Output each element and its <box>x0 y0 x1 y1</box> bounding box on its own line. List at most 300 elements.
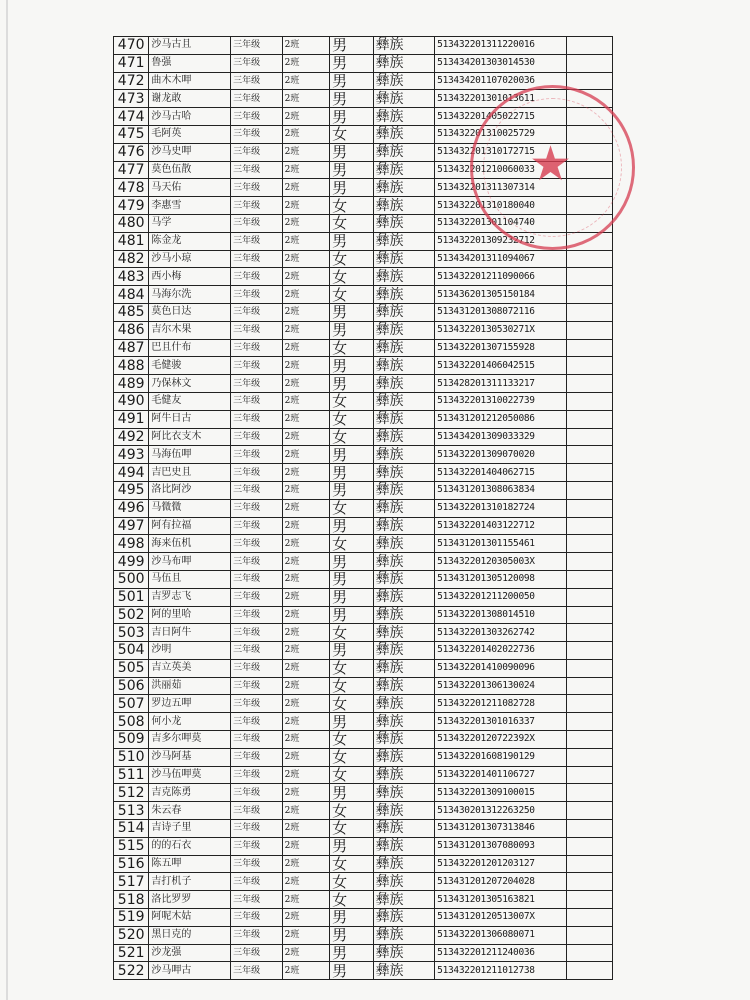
gender-cell: 女 <box>330 250 373 268</box>
ethnicity-cell: 彝族 <box>373 499 435 517</box>
gender-cell: 男 <box>330 784 373 802</box>
table-row <box>114 695 613 713</box>
gender-cell: 男 <box>330 944 373 962</box>
row-number: 492 <box>114 428 149 446</box>
gender-cell: 男 <box>330 642 373 660</box>
class-cell: 2班 <box>282 944 329 962</box>
class-cell: 2班 <box>282 197 329 215</box>
blank-cell <box>567 161 613 179</box>
blank-cell <box>567 375 613 393</box>
row-number: 514 <box>114 820 149 838</box>
ethnicity-cell: 彝族 <box>373 695 435 713</box>
blank-cell <box>567 944 613 962</box>
grade-cell: 三年级 <box>231 713 283 731</box>
id-number-cell: 513431201308063834 <box>435 481 567 499</box>
row-number: 482 <box>114 250 149 268</box>
table-row <box>114 731 613 749</box>
gender-cell: 男 <box>330 37 373 55</box>
ethnicity-cell: 彝族 <box>373 766 435 784</box>
row-number: 478 <box>114 179 149 197</box>
table-row <box>114 108 613 126</box>
class-cell: 2班 <box>282 695 329 713</box>
ethnicity-cell: 彝族 <box>373 125 435 143</box>
row-number: 499 <box>114 553 149 571</box>
grade-cell: 三年级 <box>231 944 283 962</box>
student-name: 毛阿英 <box>149 125 231 143</box>
grade-cell: 三年级 <box>231 428 283 446</box>
student-name: 曲木木呷 <box>149 72 231 90</box>
ethnicity-cell: 彝族 <box>373 250 435 268</box>
table-row <box>114 161 613 179</box>
class-cell: 2班 <box>282 891 329 909</box>
row-number: 501 <box>114 588 149 606</box>
scan-edge <box>6 0 8 1000</box>
grade-cell: 三年级 <box>231 268 283 286</box>
grade-cell: 三年级 <box>231 695 283 713</box>
blank-cell <box>567 891 613 909</box>
ethnicity-cell: 彝族 <box>373 517 435 535</box>
student-name: 吉罗志飞 <box>149 588 231 606</box>
id-number-cell: 513432201404062715 <box>435 464 567 482</box>
gender-cell: 女 <box>330 695 373 713</box>
row-number: 486 <box>114 321 149 339</box>
blank-cell <box>567 713 613 731</box>
ethnicity-cell: 彝族 <box>373 161 435 179</box>
blank-cell <box>567 90 613 108</box>
blank-cell <box>567 535 613 553</box>
blank-cell <box>567 570 613 588</box>
id-number-cell: 513432201211240036 <box>435 944 567 962</box>
blank-cell <box>567 286 613 304</box>
ethnicity-cell: 彝族 <box>373 642 435 660</box>
grade-cell: 三年级 <box>231 588 283 606</box>
id-number-cell: 513432201306080071 <box>435 926 567 944</box>
ethnicity-cell: 彝族 <box>373 72 435 90</box>
student-name: 莫色伍散 <box>149 161 231 179</box>
table-row <box>114 446 613 464</box>
ethnicity-cell: 彝族 <box>373 588 435 606</box>
grade-cell: 三年级 <box>231 624 283 642</box>
row-number: 522 <box>114 962 149 980</box>
blank-cell <box>567 748 613 766</box>
table-row <box>114 339 613 357</box>
ethnicity-cell: 彝族 <box>373 464 435 482</box>
ethnicity-cell: 彝族 <box>373 179 435 197</box>
blank-cell <box>567 659 613 677</box>
gender-cell: 男 <box>330 517 373 535</box>
ethnicity-cell: 彝族 <box>373 962 435 980</box>
id-number-cell: 513432201301013611 <box>435 90 567 108</box>
gender-cell: 女 <box>330 624 373 642</box>
blank-cell <box>567 766 613 784</box>
grade-cell: 三年级 <box>231 481 283 499</box>
class-cell: 2班 <box>282 873 329 891</box>
blank-cell <box>567 179 613 197</box>
student-name: 吉打机子 <box>149 873 231 891</box>
grade-cell: 三年级 <box>231 820 283 838</box>
id-number-cell: 513431201207204028 <box>435 873 567 891</box>
gender-cell: 女 <box>330 535 373 553</box>
table-row <box>114 143 613 161</box>
table-row <box>114 642 613 660</box>
student-name: 沙马伍呷莫 <box>149 766 231 784</box>
class-cell: 2班 <box>282 606 329 624</box>
ethnicity-cell: 彝族 <box>373 944 435 962</box>
class-cell: 2班 <box>282 321 329 339</box>
id-number-cell: 513432201308014510 <box>435 606 567 624</box>
grade-cell: 三年级 <box>231 909 283 927</box>
blank-cell <box>567 108 613 126</box>
row-number: 489 <box>114 375 149 393</box>
table-row <box>114 891 613 909</box>
id-number-cell: 513431201301155461 <box>435 535 567 553</box>
gender-cell: 女 <box>330 891 373 909</box>
class-cell: 2班 <box>282 535 329 553</box>
row-number: 475 <box>114 125 149 143</box>
grade-cell: 三年级 <box>231 321 283 339</box>
id-number-cell: 513428201311133217 <box>435 375 567 393</box>
blank-cell <box>567 303 613 321</box>
row-number: 511 <box>114 766 149 784</box>
grade-cell: 三年级 <box>231 108 283 126</box>
class-cell: 2班 <box>282 748 329 766</box>
blank-cell <box>567 197 613 215</box>
class-cell: 2班 <box>282 731 329 749</box>
id-number-cell: 51343220130530271X <box>435 321 567 339</box>
row-number: 473 <box>114 90 149 108</box>
class-cell: 2班 <box>282 962 329 980</box>
blank-cell <box>567 909 613 927</box>
table-row <box>114 713 613 731</box>
blank-cell <box>567 428 613 446</box>
ethnicity-cell: 彝族 <box>373 339 435 357</box>
ethnicity-cell: 彝族 <box>373 748 435 766</box>
student-name: 沙马古且 <box>149 37 231 55</box>
class-cell: 2班 <box>282 713 329 731</box>
blank-cell <box>567 553 613 571</box>
grade-cell: 三年级 <box>231 926 283 944</box>
table-row <box>114 766 613 784</box>
blank-cell <box>567 499 613 517</box>
grade-cell: 三年级 <box>231 286 283 304</box>
row-number: 506 <box>114 677 149 695</box>
row-number: 472 <box>114 72 149 90</box>
class-cell: 2班 <box>282 926 329 944</box>
grade-cell: 三年级 <box>231 375 283 393</box>
blank-cell <box>567 802 613 820</box>
gender-cell: 女 <box>330 125 373 143</box>
grade-cell: 三年级 <box>231 464 283 482</box>
class-cell: 2班 <box>282 250 329 268</box>
row-number: 490 <box>114 392 149 410</box>
student-name: 陈金龙 <box>149 232 231 250</box>
class-cell: 2班 <box>282 339 329 357</box>
student-name: 沙龙强 <box>149 944 231 962</box>
table-row <box>114 410 613 428</box>
student-name: 吉日阿牛 <box>149 624 231 642</box>
id-number-cell: 513432201307155928 <box>435 339 567 357</box>
grade-cell: 三年级 <box>231 642 283 660</box>
grade-cell: 三年级 <box>231 535 283 553</box>
table-row <box>114 517 613 535</box>
class-cell: 2班 <box>282 909 329 927</box>
row-number: 505 <box>114 659 149 677</box>
row-number: 474 <box>114 108 149 126</box>
gender-cell: 女 <box>330 286 373 304</box>
class-cell: 2班 <box>282 286 329 304</box>
id-number-cell: 513431201307080093 <box>435 837 567 855</box>
blank-cell <box>567 410 613 428</box>
id-number-cell: 513432201301104740 <box>435 214 567 232</box>
ethnicity-cell: 彝族 <box>373 446 435 464</box>
blank-cell <box>567 962 613 980</box>
row-number: 518 <box>114 891 149 909</box>
id-number-cell: 513432201405022715 <box>435 108 567 126</box>
gender-cell: 男 <box>330 232 373 250</box>
id-number-cell: 513432201309070020 <box>435 446 567 464</box>
id-number-cell: 513432201310182724 <box>435 499 567 517</box>
row-number: 485 <box>114 303 149 321</box>
grade-cell: 三年级 <box>231 766 283 784</box>
id-number-cell: 513432201301016337 <box>435 713 567 731</box>
student-name: 李惠雪 <box>149 197 231 215</box>
row-number: 519 <box>114 909 149 927</box>
id-number-cell: 513432201403122712 <box>435 517 567 535</box>
table-row <box>114 268 613 286</box>
grade-cell: 三年级 <box>231 90 283 108</box>
ethnicity-cell: 彝族 <box>373 357 435 375</box>
class-cell: 2班 <box>282 54 329 72</box>
table-row <box>114 926 613 944</box>
grade-cell: 三年级 <box>231 802 283 820</box>
student-name: 陈五呷 <box>149 855 231 873</box>
class-cell: 2班 <box>282 784 329 802</box>
id-number-cell: 513432201406042515 <box>435 357 567 375</box>
class-cell: 2班 <box>282 837 329 855</box>
student-name: 吉巴史且 <box>149 464 231 482</box>
blank-cell <box>567 873 613 891</box>
grade-cell: 三年级 <box>231 357 283 375</box>
class-cell: 2班 <box>282 499 329 517</box>
grade-cell: 三年级 <box>231 748 283 766</box>
row-number: 513 <box>114 802 149 820</box>
table-row <box>114 197 613 215</box>
ethnicity-cell: 彝族 <box>373 286 435 304</box>
gender-cell: 男 <box>330 161 373 179</box>
id-number-cell: 513431201305120098 <box>435 570 567 588</box>
table-row <box>114 570 613 588</box>
table-row <box>114 588 613 606</box>
gender-cell: 男 <box>330 108 373 126</box>
id-number-cell: 513432201310172715 <box>435 143 567 161</box>
gender-cell: 女 <box>330 748 373 766</box>
student-name: 鲁强 <box>149 54 231 72</box>
blank-cell <box>567 37 613 55</box>
id-number-cell: 513434201107020036 <box>435 72 567 90</box>
table-row <box>114 748 613 766</box>
id-number-cell: 513432201309232712 <box>435 232 567 250</box>
seal-star-icon: ★ <box>529 136 573 192</box>
class-cell: 2班 <box>282 659 329 677</box>
ethnicity-cell: 彝族 <box>373 624 435 642</box>
ethnicity-cell: 彝族 <box>373 481 435 499</box>
row-number: 483 <box>114 268 149 286</box>
row-number: 498 <box>114 535 149 553</box>
gender-cell: 男 <box>330 375 373 393</box>
ethnicity-cell: 彝族 <box>373 143 435 161</box>
student-name: 吉克陈勇 <box>149 784 231 802</box>
blank-cell <box>567 357 613 375</box>
table-row <box>114 481 613 499</box>
table-row <box>114 659 613 677</box>
table-row <box>114 72 613 90</box>
grade-cell: 三年级 <box>231 143 283 161</box>
student-name: 吉立英美 <box>149 659 231 677</box>
grade-cell: 三年级 <box>231 873 283 891</box>
grade-cell: 三年级 <box>231 410 283 428</box>
row-number: 504 <box>114 642 149 660</box>
id-number-cell: 513431201308072116 <box>435 303 567 321</box>
id-number-cell: 513432201402022736 <box>435 642 567 660</box>
row-number: 496 <box>114 499 149 517</box>
id-number-cell: 513432201211090066 <box>435 268 567 286</box>
grade-cell: 三年级 <box>231 37 283 55</box>
row-number: 488 <box>114 357 149 375</box>
ethnicity-cell: 彝族 <box>373 410 435 428</box>
grade-cell: 三年级 <box>231 392 283 410</box>
blank-cell <box>567 837 613 855</box>
student-name: 马微微 <box>149 499 231 517</box>
row-number: 515 <box>114 837 149 855</box>
gender-cell: 男 <box>330 321 373 339</box>
grade-cell: 三年级 <box>231 250 283 268</box>
blank-cell <box>567 820 613 838</box>
roster-body <box>114 37 613 980</box>
gender-cell: 女 <box>330 410 373 428</box>
grade-cell: 三年级 <box>231 606 283 624</box>
blank-cell <box>567 677 613 695</box>
student-name: 阿的里哈 <box>149 606 231 624</box>
gender-cell: 男 <box>330 837 373 855</box>
ethnicity-cell: 彝族 <box>373 232 435 250</box>
row-number: 521 <box>114 944 149 962</box>
id-number-cell: 513434201303014530 <box>435 54 567 72</box>
table-row <box>114 464 613 482</box>
blank-cell <box>567 143 613 161</box>
row-number: 502 <box>114 606 149 624</box>
table-row <box>114 321 613 339</box>
student-name: 马伍且 <box>149 570 231 588</box>
student-name: 沙马呷古 <box>149 962 231 980</box>
class-cell: 2班 <box>282 820 329 838</box>
row-number: 497 <box>114 517 149 535</box>
table-row <box>114 962 613 980</box>
row-number: 491 <box>114 410 149 428</box>
gender-cell: 女 <box>330 802 373 820</box>
row-number: 471 <box>114 54 149 72</box>
row-number: 470 <box>114 37 149 55</box>
id-number-cell: 513432201309100015 <box>435 784 567 802</box>
student-name: 阿有拉福 <box>149 517 231 535</box>
table-row <box>114 286 613 304</box>
student-name: 何小龙 <box>149 713 231 731</box>
grade-cell: 三年级 <box>231 570 283 588</box>
blank-cell <box>567 855 613 873</box>
gender-cell: 男 <box>330 446 373 464</box>
id-number-cell: 51343220120305003X <box>435 553 567 571</box>
student-name: 洛比罗罗 <box>149 891 231 909</box>
grade-cell: 三年级 <box>231 784 283 802</box>
gender-cell: 男 <box>330 926 373 944</box>
ethnicity-cell: 彝族 <box>373 731 435 749</box>
gender-cell: 男 <box>330 570 373 588</box>
blank-cell <box>567 54 613 72</box>
row-number: 487 <box>114 339 149 357</box>
id-number-cell: 513430201312263250 <box>435 802 567 820</box>
gender-cell: 女 <box>330 268 373 286</box>
class-cell: 2班 <box>282 588 329 606</box>
class-cell: 2班 <box>282 553 329 571</box>
id-number-cell: 513432201310180040 <box>435 197 567 215</box>
grade-cell: 三年级 <box>231 232 283 250</box>
class-cell: 2班 <box>282 802 329 820</box>
ethnicity-cell: 彝族 <box>373 553 435 571</box>
ethnicity-cell: 彝族 <box>373 37 435 55</box>
gender-cell: 女 <box>330 731 373 749</box>
table-row <box>114 944 613 962</box>
table-row <box>114 125 613 143</box>
row-number: 484 <box>114 286 149 304</box>
table-row <box>114 677 613 695</box>
student-name: 海来伍机 <box>149 535 231 553</box>
blank-cell <box>567 731 613 749</box>
class-cell: 2班 <box>282 428 329 446</box>
grade-cell: 三年级 <box>231 677 283 695</box>
blank-cell <box>567 321 613 339</box>
table-row <box>114 909 613 927</box>
table-row <box>114 855 613 873</box>
student-name: 黑日克的 <box>149 926 231 944</box>
gender-cell: 女 <box>330 766 373 784</box>
blank-cell <box>567 232 613 250</box>
class-cell: 2班 <box>282 464 329 482</box>
gender-cell: 男 <box>330 713 373 731</box>
class-cell: 2班 <box>282 303 329 321</box>
class-cell: 2班 <box>282 624 329 642</box>
row-number: 479 <box>114 197 149 215</box>
grade-cell: 三年级 <box>231 962 283 980</box>
table-row <box>114 535 613 553</box>
table-row <box>114 606 613 624</box>
id-number-cell: 513432201306130024 <box>435 677 567 695</box>
gender-cell: 男 <box>330 179 373 197</box>
student-name: 罗边五呷 <box>149 695 231 713</box>
ethnicity-cell: 彝族 <box>373 392 435 410</box>
row-number: 480 <box>114 214 149 232</box>
table-row <box>114 90 613 108</box>
id-number-cell: 513431201212050086 <box>435 410 567 428</box>
row-number: 493 <box>114 446 149 464</box>
id-number-cell: 513432201303262742 <box>435 624 567 642</box>
ethnicity-cell: 彝族 <box>373 108 435 126</box>
blank-cell <box>567 642 613 660</box>
class-cell: 2班 <box>282 232 329 250</box>
blank-cell <box>567 446 613 464</box>
gender-cell: 女 <box>330 659 373 677</box>
id-number-cell: 513436201305150184 <box>435 286 567 304</box>
student-name: 阿比衣支木 <box>149 428 231 446</box>
row-number: 495 <box>114 481 149 499</box>
